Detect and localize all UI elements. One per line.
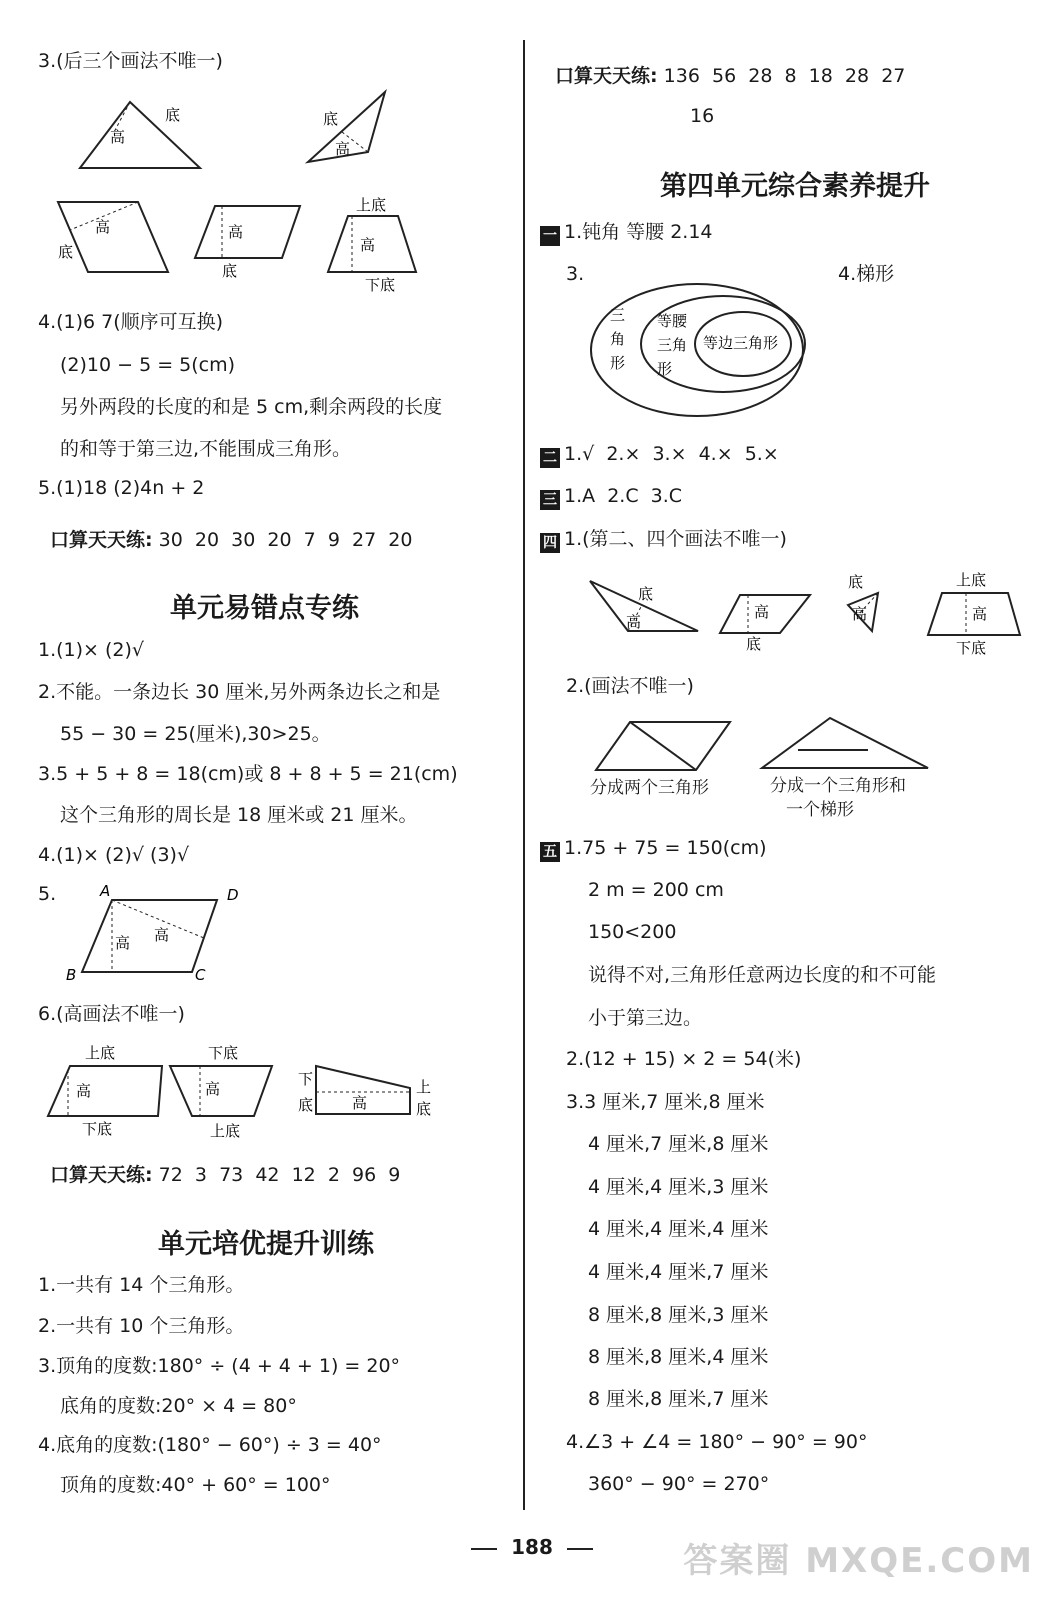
p4-q2: 2.(画法不唯一): [566, 675, 694, 697]
q4-2: (2)10 − 5 = 5(cm): [60, 354, 236, 376]
p4f4-gao: 高: [972, 605, 988, 623]
para-gao1: 高: [115, 934, 131, 952]
p5-q3-4: 4 厘米,4 厘米,7 厘米: [588, 1261, 769, 1283]
s2-q4a: 4.底角的度数:(180° − 60°) ÷ 3 = 40°: [38, 1434, 382, 1456]
q4-text2: 的和等于第三边,不能围成三角形。: [60, 438, 352, 460]
s2-q3b: 底角的度数:20° × 4 = 80°: [60, 1395, 297, 1417]
fig1-gao: 高: [110, 128, 126, 146]
tz3-xia: 下: [298, 1070, 314, 1088]
s1-q4: 4.(1)× (2)√ (3)√: [38, 844, 190, 866]
p4-line: [540, 530, 787, 553]
fig4-di: 底: [222, 262, 238, 280]
tz2-xiadi: 下底: [208, 1044, 239, 1062]
kousuan-2-values: 72 3 73 42 12 2 96 9: [158, 1164, 401, 1186]
p4-figures: [580, 565, 1040, 665]
fig5-gao: 高: [360, 236, 376, 254]
p1-q4: 4.梯形: [838, 263, 895, 285]
p4f3-di: 底: [848, 573, 864, 591]
fig5-xiadi: 下底: [365, 276, 396, 292]
p5-q3-7: 8 厘米,8 厘米,7 厘米: [588, 1388, 769, 1410]
p5-q3-2: 4 厘米,4 厘米,3 厘米: [588, 1176, 769, 1198]
s2-q1: 1.一共有 14 个三角形。: [38, 1274, 245, 1296]
section3-title: 第四单元综合素养提升: [660, 171, 930, 202]
p5-q4a: 4.∠3 + ∠4 = 180° − 90° = 90°: [566, 1431, 868, 1453]
p2-mark: 二: [540, 448, 560, 468]
p5-q2: 2.(12 + 15) × 2 = 54(米): [566, 1048, 802, 1070]
p5-q3-3: 4 厘米,4 厘米,4 厘米: [588, 1218, 769, 1240]
tz2-gao: 高: [205, 1080, 221, 1098]
p4f4-shangdi: 上底: [956, 571, 987, 589]
p4f4-xiadi: 下底: [956, 639, 987, 657]
label-a: A: [100, 882, 111, 900]
p5-q3-0: 3.3 厘米,7 厘米,8 厘米: [566, 1091, 765, 1113]
cap-right1: 分成一个三角形和: [770, 776, 906, 796]
p4f1-gao: 高: [626, 613, 642, 631]
trapezoid-figures: [40, 1038, 460, 1148]
kousuan-3-values2: 16: [690, 105, 715, 127]
s1-q3b: 这个三角形的周长是 18 厘米或 21 厘米。: [60, 804, 418, 826]
p4-mark: 四: [540, 533, 560, 553]
kousuan-3-values: 136 56 28 8 18 28 27: [663, 65, 906, 87]
venn-inner: 等边三角形: [703, 334, 779, 352]
s1-q5: 5.: [38, 883, 57, 905]
kousuan-3: [555, 67, 905, 86]
parallelogram-abcd: [62, 880, 262, 990]
p5-q1a: 1.75 + 75 = 150(cm): [564, 837, 767, 859]
cap-right2: 一个梯形: [786, 800, 854, 820]
section1-title: 单元易错点专练: [170, 593, 359, 624]
tz1-xiadi: 下底: [82, 1120, 113, 1138]
fig1-di: 底: [165, 106, 181, 124]
p5-q1e: 小于第三边。: [588, 1007, 703, 1029]
fig5-shangdi: 上底: [356, 196, 387, 214]
kousuan-1: [50, 531, 412, 550]
tz1-shangdi: 上底: [85, 1044, 116, 1062]
kousuan-1-label: 口算天天练:: [50, 529, 153, 551]
svg-text:角: 角: [610, 330, 626, 348]
cap-left: 分成两个三角形: [590, 778, 709, 798]
label-d: D: [227, 886, 239, 904]
s1-q2b: 55 − 30 = 25(厘米),30>25。: [60, 723, 331, 745]
p4-q1: 1.(第二、四个画法不唯一): [564, 528, 787, 550]
venn-diagram: [585, 280, 815, 420]
svg-text:三角: 三角: [657, 336, 688, 354]
p1-line: [540, 223, 713, 246]
label-c: C: [195, 966, 206, 984]
p4f3-gao: 高: [852, 605, 868, 623]
kousuan-2: [50, 1166, 400, 1185]
p5-mark: 五: [540, 842, 560, 862]
p2-line: [540, 445, 779, 468]
p1-q3: 3.: [566, 263, 585, 285]
p5-q1c: 150<200: [588, 921, 677, 943]
watermark: 答案圈 MXQE.COM: [683, 1541, 1034, 1581]
kousuan-2-label: 口算天天练:: [50, 1164, 153, 1186]
venn-outer: 三: [610, 306, 626, 324]
svg-text:形: 形: [657, 360, 673, 378]
q4-text1: 另外两段的长度的和是 5 cm,剩余两段的长度: [60, 396, 443, 418]
p5-q4b: 360° − 90° = 270°: [588, 1473, 770, 1495]
para-gao2: 高: [154, 926, 170, 944]
s2-q3a: 3.顶角的度数:180° ÷ (4 + 4 + 1) = 20°: [38, 1355, 401, 1377]
label-b: B: [66, 966, 77, 984]
s2-q4b: 顶角的度数:40° + 60° = 100°: [60, 1474, 331, 1496]
svg-text:形: 形: [610, 354, 626, 372]
tz3-shang: 上: [416, 1078, 432, 1096]
tz2-shangdi: 上底: [210, 1122, 241, 1140]
p4f2-di: 底: [746, 635, 762, 653]
tz3-di2: 底: [416, 1100, 432, 1118]
triangle-figures: [50, 82, 500, 292]
page-number-text: 188: [511, 1535, 553, 1559]
tz3-gao: 高: [352, 1094, 368, 1112]
s1-q1: 1.(1)× (2)√: [38, 639, 145, 661]
p4f1-di: 底: [638, 585, 654, 603]
p5-q3-6: 8 厘米,8 厘米,4 厘米: [588, 1346, 769, 1368]
venn-middle: 等腰: [657, 312, 688, 330]
p5-q3-1: 4 厘米,7 厘米,8 厘米: [588, 1133, 769, 1155]
q3-title: 3.(后三个画法不唯一): [38, 50, 223, 72]
p2-answers: 1.√ 2.× 3.× 4.× 5.×: [564, 443, 779, 465]
section2-title: 单元培优提升训练: [158, 1229, 374, 1260]
p3-answers: 1.A 2.C 3.C: [564, 485, 683, 507]
p3-mark: 三: [540, 490, 560, 510]
p1-q: 1.钝角 等腰 2.14: [564, 221, 713, 243]
fig3-di: 底: [58, 243, 74, 261]
fig4-gao: 高: [228, 223, 244, 241]
tz3-di: 底: [298, 1096, 314, 1114]
fig2-di: 底: [323, 110, 339, 128]
p5-q1b: 2 m = 200 cm: [588, 879, 724, 901]
fig3-gao: 高: [95, 218, 111, 236]
s1-q3a: 3.5 + 5 + 8 = 18(cm)或 8 + 8 + 5 = 21(cm): [38, 763, 458, 785]
q5: 5.(1)18 (2)4n + 2: [38, 477, 205, 499]
p5-q3-5: 8 厘米,8 厘米,3 厘米: [588, 1304, 769, 1326]
tz1-gao: 高: [76, 1082, 92, 1100]
p5-line: [540, 839, 767, 862]
p1-mark: 一: [540, 226, 560, 246]
p4f2-gao: 高: [754, 603, 770, 621]
s1-q6: 6.(高画法不唯一): [38, 1003, 185, 1025]
s2-q2: 2.一共有 10 个三角形。: [38, 1315, 245, 1337]
q4-1: 4.(1)6 7(顺序可互换): [38, 311, 224, 333]
kousuan-3-label: 口算天天练:: [555, 65, 658, 87]
p5-q1d: 说得不对,三角形任意两边长度的和不可能: [588, 964, 937, 986]
split-figures: [590, 710, 950, 830]
kousuan-1-values: 30 20 30 20 7 9 27 20: [158, 529, 413, 551]
s1-q2a: 2.不能。一条边长 30 厘米,另外两条边长之和是: [38, 681, 441, 703]
fig2-gao: 高: [335, 140, 351, 158]
p3-line: [540, 487, 682, 510]
column-divider: [523, 40, 525, 1510]
